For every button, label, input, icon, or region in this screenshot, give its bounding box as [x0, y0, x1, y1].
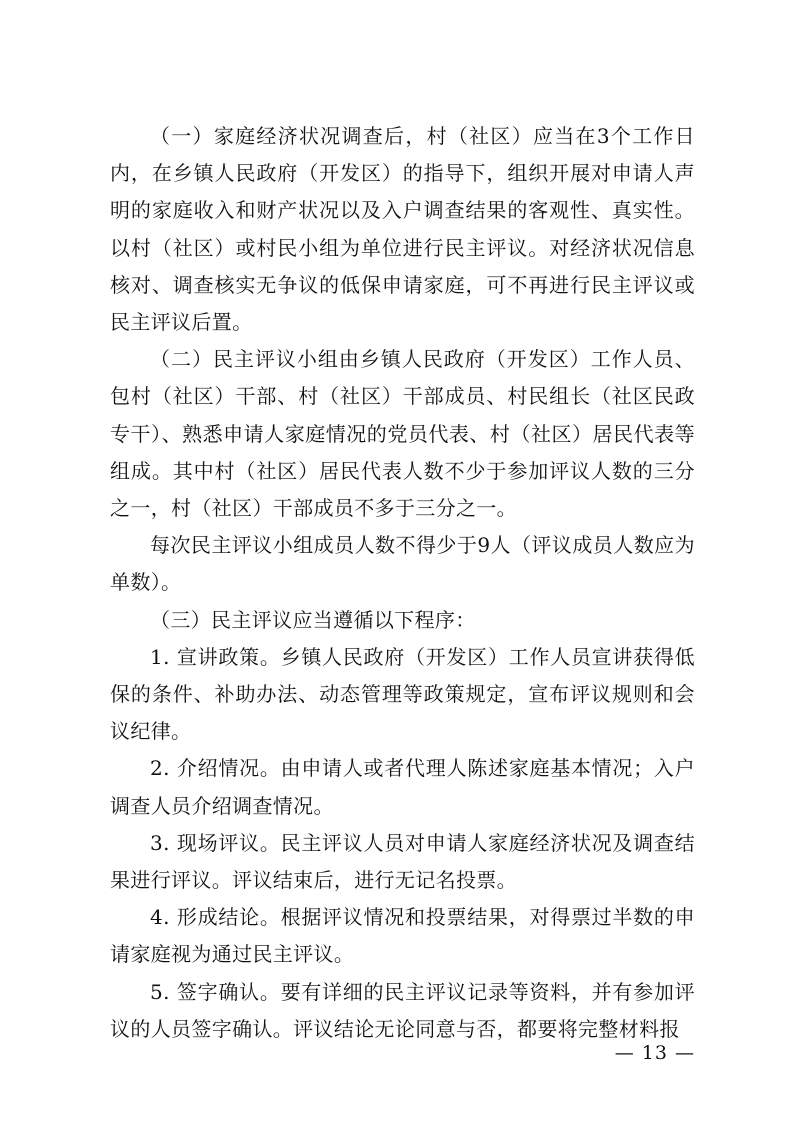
document-body [110, 118, 695, 1048]
paragraph-1: （一）家庭经济状况调查后，村（社区）应当在3个工作日内，在乡镇人民政府（开发区）的指导下，组织开展对申请人声明的家庭收入和财产状况以及入户调查结果的客观性、真实性。以村（社区）或村民小组为单位进行民主评议。对经济状况信息核对、调查核实无争议的低保申请家庭，可不再进行民主评议或民主评议后置。 [110, 124, 695, 335]
page-number: — 13 — [614, 1042, 695, 1064]
paragraph-7: 3. 现场评议。民主评议人员对申请人家庭经济状况及调查结果进行评议。评议结束后，进行无记名投票。 [110, 830, 695, 893]
paragraph-8: 4. 形成结论。根据评议情况和投票结果，对得票过半数的申请家庭视为通过民主评议。 [110, 905, 695, 967]
paragraph-4: （三）民主评议应当遵循以下程序： [150, 607, 476, 632]
paragraph-5: 1. 宣讲政策。乡镇人民政府（开发区）工作人员宣讲获得低保的条件、补助办法、动态管理等政策规定，宣布评议规则和会议纪律。 [110, 644, 695, 744]
paragraph-9: 5. 签字确认。要有详细的民主评议记录等资料，并有参加评议的人员签字确认。评议结论无论同意与否，都要将完整材料报 [110, 979, 695, 1041]
paragraph-2: （二）民主评议小组由乡镇人民政府（开发区）工作人员、包村（社区）干部、村（社区）干部成员、村民组长（社区民政专干）、熟悉申请人家庭情况的党员代表、村（社区）居民代表等组成。其中村（社区）居民代表人数不少于参加评议人数的三分之一，村（社区）干部成员不多于三分之一。 [110, 347, 695, 521]
paragraph-6: 2. 介绍情况。由申请人或者代理人陈述家庭基本情况；入户调查人员介绍调查情况。 [110, 756, 695, 818]
paragraph-3: 每次民主评议小组成员人数不得少于9人（评议成员人数应为单数）。 [110, 533, 695, 595]
